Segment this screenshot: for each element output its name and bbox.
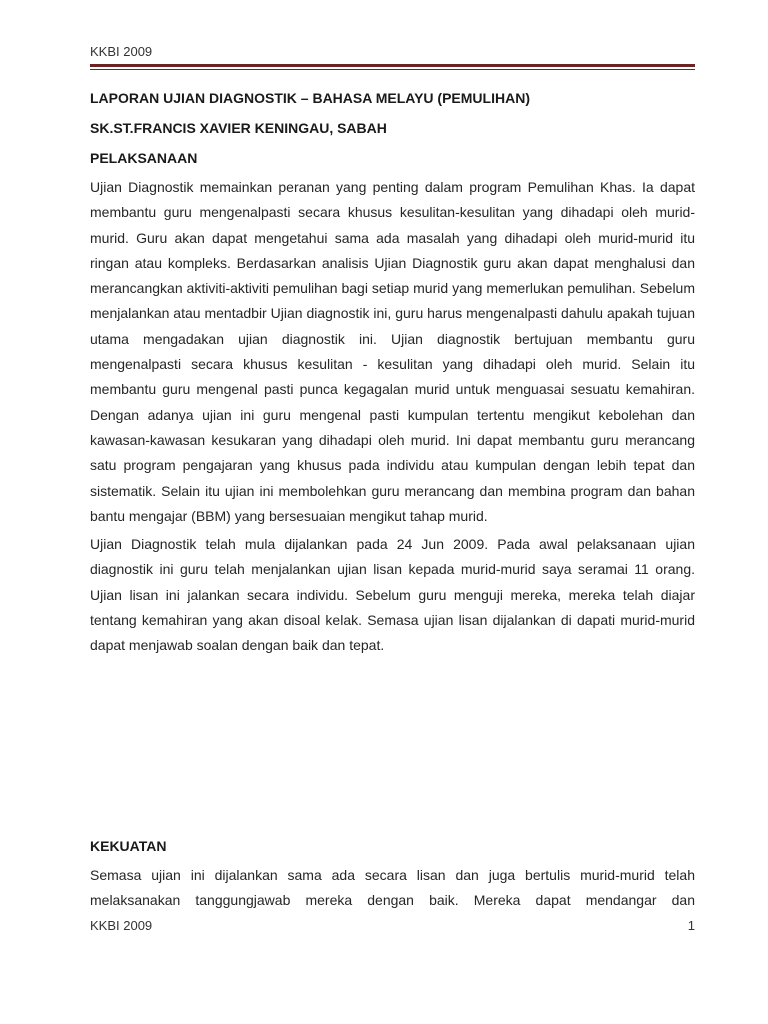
paragraph-pelaksanaan-1: Ujian Diagnostik memainkan peranan yang penting dalam program Pemulihan Khas. Ia dapat membantu guru mengenalpasti secara khusus kesulitan-kesulitan yang dihadapi oleh murid-murid. Guru akan dapat mengetahui sama ada masalah yang dihadapi oleh murid-murid itu ringan atau kompleks. Berdasarkan analisis Ujian Diagnostik guru akan dapat menghalusi dan merancangkan aktiviti-aktiviti pemulihan bagi setiap murid yang memerlukan pemulihan. Sebelum menjalankan atau mentadbir Ujian diagnostik ini, guru harus mengenalpasti dahulu apakah tujuan utama mengadakan ujian diagnostik ini. Ujian diagnostik bertujuan membantu guru mengenalpasti secara khusus kesulitan - kesulitan yang dihadapi oleh murid. Selain itu membantu guru mengenal pasti punca kegagalan murid untuk menguasai sesuatu kemahiran. Dengan adanya ujian ini guru mengenal pasti kumpulan tertentu mengikut kebolehan dan kawasan-kawasan kesukaran yang dihadapi oleh murid. Ini dapat membantu guru merancang satu program pengajaran yang khusus pada individu atau kumpulan dengan lebih tepat dan sistematik. Selain itu ujian ini membolehkan guru merancang dan membina program dan bahan bantu mengajar (BBM) yang bersesuaian mengikut tahap murid. xyxy=(90,179,695,524)
section-heading-pelaksanaan: PELAKSANAAN xyxy=(90,150,198,166)
document-title: LAPORAN UJIAN DIAGNOSTIK – BAHASA MELAYU (PEMULIHAN) xyxy=(90,90,530,106)
header-rule-thick xyxy=(90,64,695,67)
section-kekuatan xyxy=(90,837,695,914)
header-text: KKBI 2009 xyxy=(90,44,153,59)
header-rule-thin xyxy=(90,69,695,70)
page-number: 1 xyxy=(687,918,695,933)
footer-text: KKBI 2009 xyxy=(90,918,153,933)
section-heading-kekuatan: KEKUATAN xyxy=(90,838,167,854)
school-name: SK.ST.FRANCIS XAVIER KENINGAU, SABAH xyxy=(90,120,387,136)
paragraph-kekuatan-1: Semasa ujian ini dijalankan sama ada secara lisan dan juga bertulis murid-murid telah melaksanakan tanggungjawab mereka dengan baik. Mereka dapat mendangar dan xyxy=(90,867,695,909)
document-body xyxy=(90,89,695,659)
paragraph-pelaksanaan-2: Ujian Diagnostik telah mula dijalankan pada 24 Jun 2009. Pada awal pelaksanaan ujian diagnostik ini guru telah menjalankan ujian lisan kepada murid-murid saya seramai 11 orang. Ujian lisan ini jalankan secara individu. Sebelum guru menguji mereka, mereka telah diajar tentang kemahiran yang akan disoal kelak. Semasa ujian lisan dijalankan di dapati murid-murid dapat menjawab soalan dengan baik dan tepat. xyxy=(90,536,695,654)
